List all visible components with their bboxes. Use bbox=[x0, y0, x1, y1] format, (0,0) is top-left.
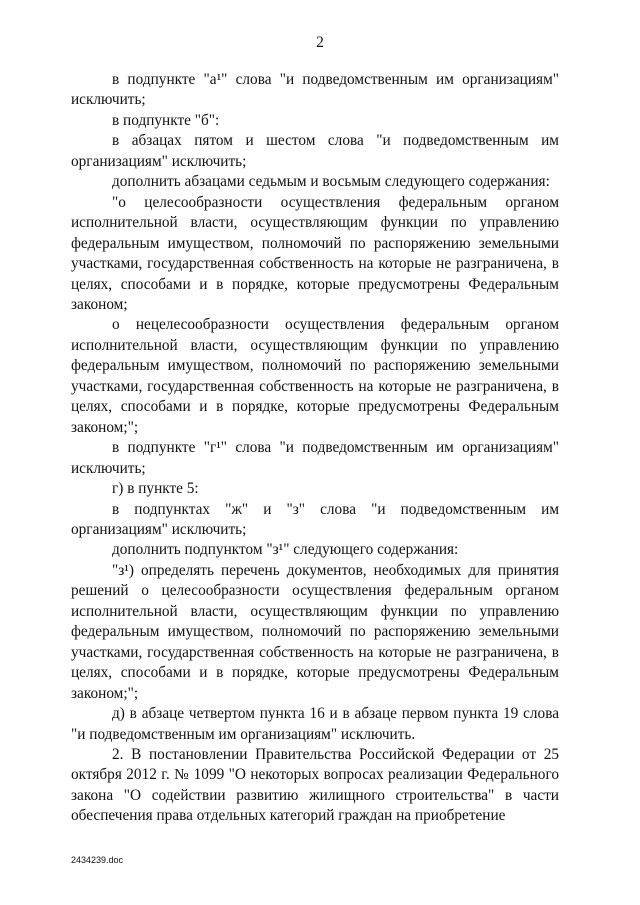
paragraph: в подпункте "б": bbox=[112, 111, 220, 129]
paragraph: в абзацах пятом и шестом слова "и подведомственным им организациям" исключить; bbox=[71, 132, 559, 170]
paragraph: г) в пункте 5: bbox=[112, 480, 199, 498]
paragraph: "о целесообразности осуществления федеральным органом исполнительной власти, осуществляющим функции по управлению федеральным имуществом, полномочий по распоряжению земельными участками, государственная собственность на которые не разграничена, в целях, способами и в порядке, которые предусмотрены Федеральным законом; bbox=[71, 193, 559, 313]
paragraph: д) в абзаце четвертом пункта 16 и в абзаце первом пункта 19 слова "и подведомственным им организациям" исключить. bbox=[71, 705, 559, 743]
paragraph: "з¹) определять перечень документов, необходимых для принятия решений о целесообразности осуществления федеральным органом исполнительной власти, осуществляющим функции по управлению федеральным имуществом, полномочий по распоряжению земельными участками, государственная собственность на которые не разграничена, в целях, способами и в порядке, которые предусмотрены Федеральным законом;"; bbox=[71, 561, 559, 702]
paragraph: в подпункте "г¹" слова "и подведомственным им организациям" исключить; bbox=[71, 439, 559, 477]
footer-filename: 2434239.doc bbox=[71, 855, 124, 865]
paragraph: 2. В постановлении Правительства Российской Федерации от 25 октября 2012 г. № 1099 "О некоторых вопросах реализации Федерального закона "О содействии развитию жилищного строительства" в части обеспечения права отдельных категорий граждан на приобретение bbox=[71, 745, 559, 825]
paragraph: о нецелесообразности осуществления федеральным органом исполнительной власти, осуществляющим функции по управлению федеральным имуществом, полномочий по распоряжению земельными участками, государственная собственность на которые не разграничена, в целях, способами и в порядке, которые предусмотрены Федеральным законом;"; bbox=[71, 316, 559, 436]
page-number: 2 bbox=[316, 34, 324, 51]
paragraph: в подпункте "а¹" слова "и подведомственным им организациям" исключить; bbox=[71, 71, 559, 109]
paragraph: дополнить абзацами седьмым и восьмым следующего содержания: bbox=[112, 173, 550, 191]
document-body bbox=[71, 70, 559, 827]
paragraph: дополнить подпунктом "з¹" следующего содержания: bbox=[112, 541, 459, 559]
paragraph: в подпунктах "ж" и "з" слова "и подведомственным им организациям" исключить; bbox=[71, 500, 559, 538]
